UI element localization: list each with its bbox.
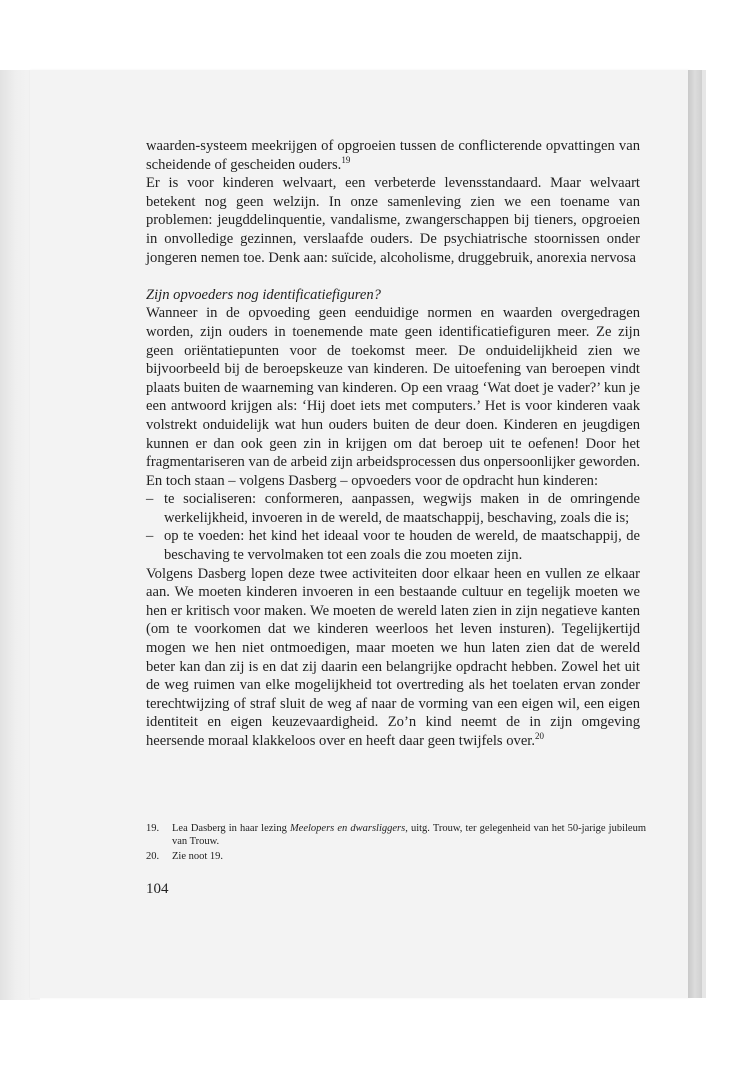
footnote-number: 19. [146, 823, 160, 834]
main-text [146, 137, 640, 751]
section-heading: Zijn opvoeders nog identificatiefiguren? [146, 286, 381, 303]
footnote-item [146, 822, 646, 848]
list-dash: – [146, 528, 154, 545]
footnote-item [146, 850, 646, 863]
book-page-edge-right [688, 70, 702, 998]
footnote-text-end: , uitg. Trouw, ter gelegenheid van het 50-jarige jubileum van Trouw. [172, 823, 647, 847]
paragraph-3: Wanneer in de opvoeding geen eenduidige normen en waarden overgedragen worden, zijn ouders in toenemende mate geen identificatiefiguren meer. Ze zijn geen oriëntatiepunten voor de toekomst meer. De onduidelijkheid zien we bijvoorbeeld bij de beroepskeuze van kinderen. De uitoefening van beroepen vindt plaats buiten de waarneming van kinderen. Op een vraag ‘Wat doet je vader?’ kun je een antwoord krijgen als: ‘Hij doet iets met computers.’ Het is voor kinderen vaak volstrekt onduidelijk wat hun ouders buiten de deur doen. Kinderen en jeugdigen kunnen er dan ook geen zin in krijgen om dat beroep uit te oefenen! Door het fragmentariseren van de arbeid zijn arbeidsprocessen dus onpersoonlijker geworden. [146, 305, 640, 471]
list-item [146, 490, 640, 527]
book-cover-edge [702, 70, 706, 998]
paragraph-gap [146, 267, 640, 286]
footnote-text: Lea Dasberg in haar lezing [172, 823, 290, 834]
footnote-title: Meelopers en dwarsliggers [289, 823, 406, 834]
footnote-ref-20: 20 [535, 731, 545, 741]
paragraph-4: En toch staan – volgens Dasberg – opvoeders voor de opdracht hun kinderen: [146, 472, 599, 489]
list-item-text: te socialiseren: conformeren, aanpassen, wegwijs maken in de omringende werkelijkheid, invoeren in de wereld, de maatschappij, beschaving, zoals die is; [164, 491, 640, 526]
footnotes [146, 822, 646, 865]
footnote-number: 20. [146, 851, 160, 862]
list-dash: – [146, 491, 154, 508]
footnote-ref-19: 19 [341, 154, 351, 165]
list-item-text: op te voeden: het kind het ideaal voor te houden de wereld, de maatschappij, de beschaving te vervolmaken tot een zoals die zou moeten zijn. [164, 528, 640, 564]
paragraph-5-text: Volgens Dasberg lopen deze twee activiteiten door elkaar heen en vullen ze elkaar aan. We moeten kinderen invoeren in een bestaande cultuur en tegelijk moeten we hen er kritisch voor maken. We moeten de wereld laten zien in zijn negatieve kanten (om te voorkomen dat we kinderen weerloos het leven insturen). Tegelijkertijd mogen we hen niet ontmoedigen, maar moeten we hun laten zien dat de wereld beter kan dan zij is en dat zij daarin een belangrijke opdracht hebben. Zowel het uit de weg ruimen van elke mogelijkheid tot overtreding als het toelaten ervan zonder terechtwijzing of straf sluit de weg af naar de vorming van een eigen wil, een eigen identiteit en eigen keuzevaardigheid. Zo’n kind neemt de in zijn omgeving heersende moraal klakkeloos over en heeft daar geen twijfels over. [146, 565, 640, 749]
paragraph-1-text: waarden-systeem meekrijgen of opgroeien tussen de conflicterende opvattingen van scheidende of gescheiden ouders. [146, 138, 640, 173]
list-item [146, 527, 640, 564]
page-number: 104 [146, 881, 169, 897]
footnote-text: Zie noot 19. [172, 851, 224, 862]
paragraph-2: Er is voor kinderen welvaart, een verbeterde levensstandaard. Maar welvaart betekent nog geen welzijn. In onze samenleving zien we een toename van problemen: jeugddelinquentie, vandalisme, zwangerschappen bij tieners, opgroeien in onvolledige gezinnen, verslaafde ouders. De psychiatrische stoornissen onder jongeren nemen toe. Denk aan: suïcide, alcoholisme, druggebruik, anorexia nervosa [146, 175, 640, 266]
paragraph-1 [146, 137, 640, 174]
paragraph-5 [146, 565, 640, 751]
